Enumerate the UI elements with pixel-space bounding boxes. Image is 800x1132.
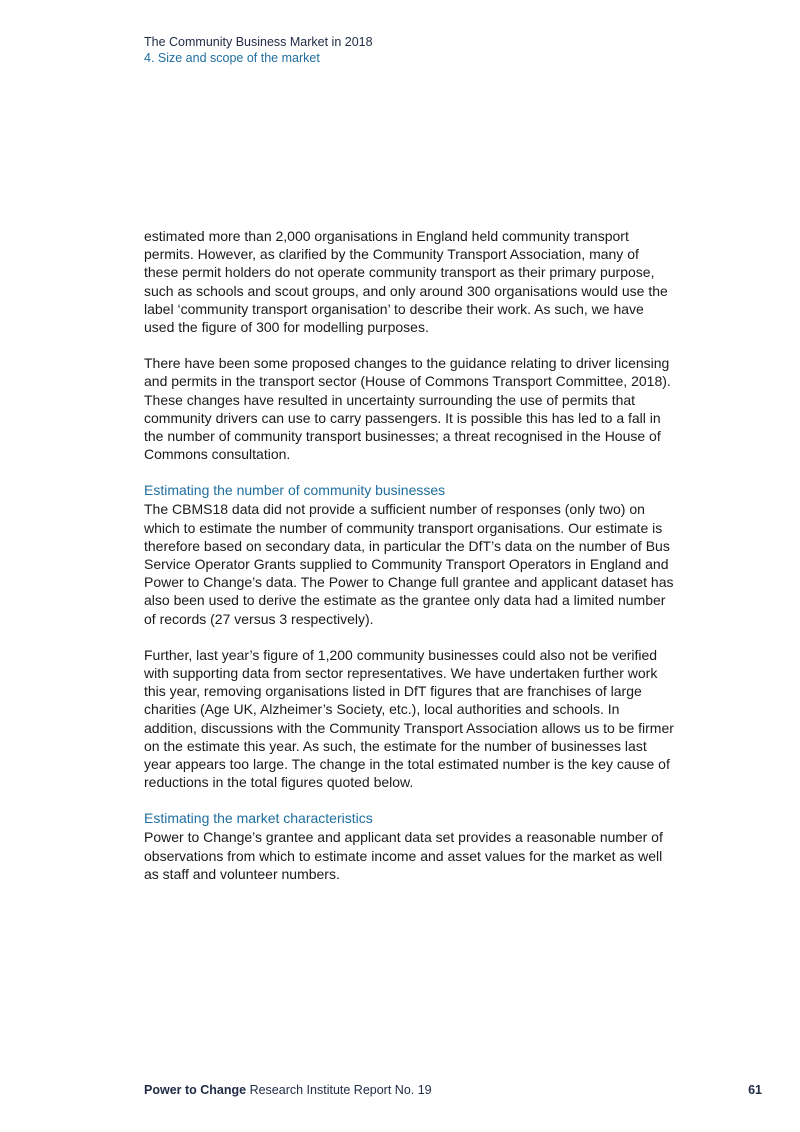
page-number: 61	[748, 1083, 762, 1097]
body-paragraph: estimated more than 2,000 organisations in England held community transport permits. However, as clarified by the Community Transport Association, many of these permit holders do not operate community transport as their primary purpose, such as schools and scout groups, and only around 300 organisations would use the label ‘community transport organisation’ to describe their work. As such, we have used the figure of 300 for modelling purposes.	[144, 228, 668, 336]
body-paragraph: Further, last year’s figure of 1,200 community businesses could also not be verified with supporting data from sector representatives. We have undertaken further work this year, removing organisations listed in DfT figures that are franchises of large charities (Age UK, Alzheimer’s Society, etc.), local authorities and schools. In addition, discussions with the Community Transport Association allows us to be firmer on the estimate this year. As such, the estimate for the number of businesses last year appears too large. The change in the total estimated number is the key cause of reductions in the total figures quoted below.	[144, 646, 674, 791]
section-heading-market-characteristics: Estimating the market characteristics	[144, 810, 373, 827]
footer-report-title: Research Institute Report No. 19	[249, 1083, 432, 1097]
section-heading-number-of-businesses: Estimating the number of community businesses	[144, 482, 446, 499]
body-paragraph: There have been some proposed changes to the guidance relating to driver licensing and permits in the transport sector (House of Commons Transport Committee, 2018). These changes have resulted in uncertainty surrounding the use of permits that community drivers can use to carry passengers. It is possible this has led to a fall in the number of community transport businesses; a threat recognised in the House of Commons consultation.	[144, 355, 671, 463]
footer-brand: Power to Change	[144, 1083, 247, 1097]
document-title: The Community Business Market in 2018	[144, 35, 373, 49]
page-footer	[144, 1082, 762, 1098]
body-paragraph: The CBMS18 data did not provide a sufficient number of responses (only two) on which to estimate the number of community transport organisations. Our estimate is therefore based on secondary data, in particular the DfT’s data on the number of Bus Service Operator Grants supplied to Community Transport Operators in England and Power to Change’s data. The Power to Change full grantee and applicant dataset has also been used to derive the estimate as the grantee only data had a limited number of records (27 versus 3 respectively).	[144, 501, 674, 627]
body-paragraph: Power to Change’s grantee and applicant data set provides a reasonable number of observations from which to estimate income and asset values for the market as well as staff and volunteer numbers.	[144, 829, 663, 882]
running-header	[144, 34, 373, 66]
chapter-title: 4. Size and scope of the market	[144, 51, 320, 65]
main-content	[144, 227, 674, 901]
